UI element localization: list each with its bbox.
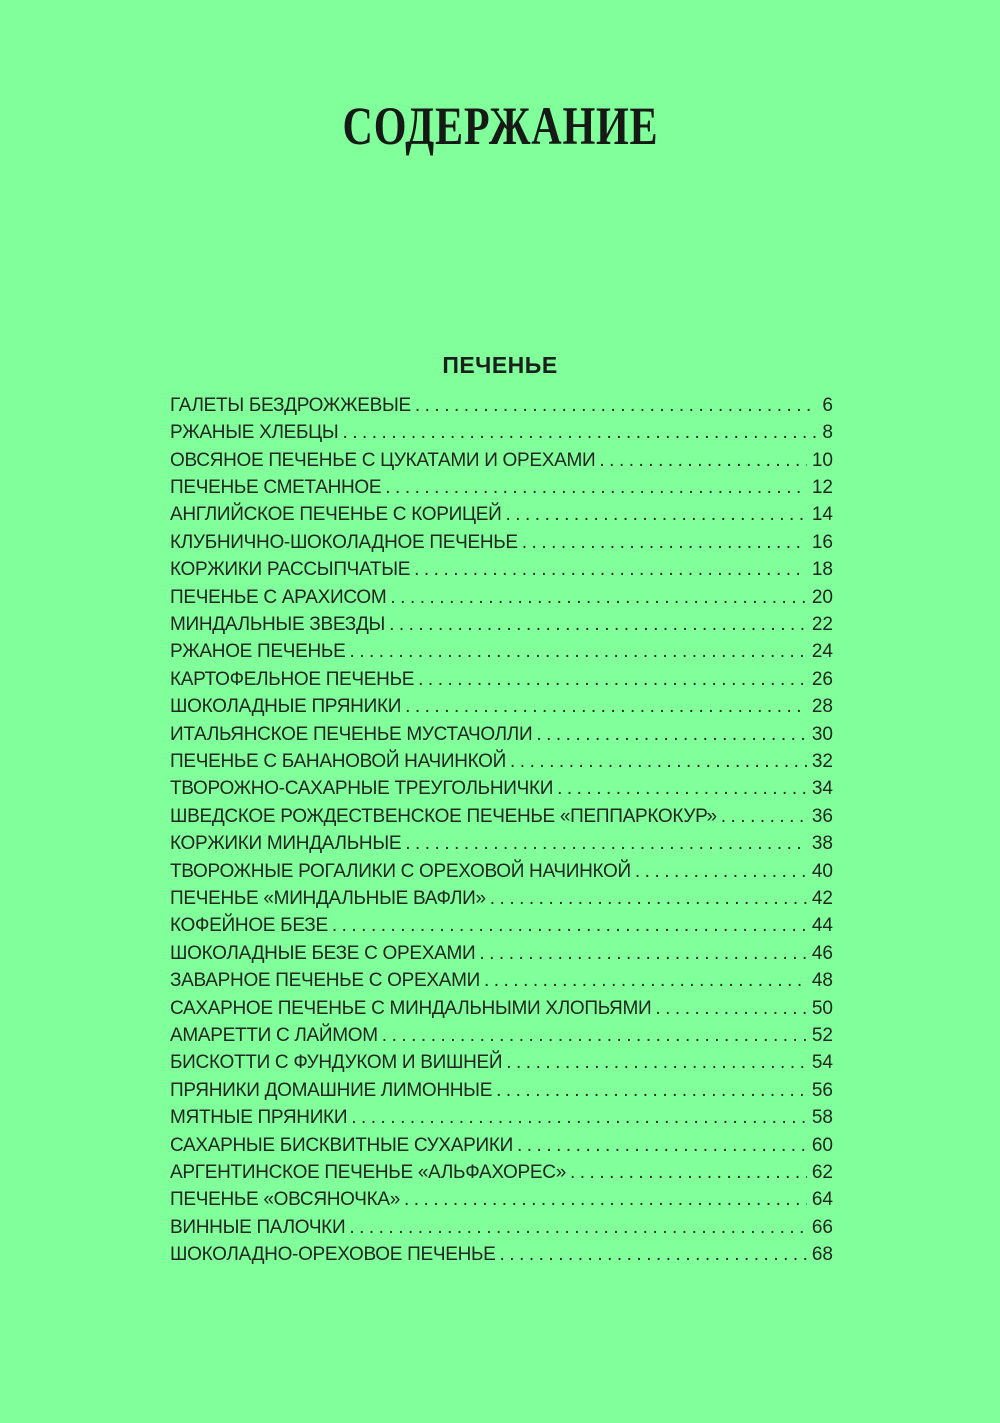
toc-entry-title: ИТАЛЬЯНСКОЕ ПЕЧЕНЬЕ МУСТАЧОЛЛИ xyxy=(170,723,533,745)
toc-entry-title: ШОКОЛАДНЫЕ ПРЯНИКИ xyxy=(170,696,402,718)
toc-entry-title: МИНДАЛЬНЫЕ ЗВЕЗДЫ xyxy=(170,613,386,635)
toc-entry-title: АМАРЕТТИ С ЛАЙМОМ xyxy=(170,1025,378,1047)
toc-entry xyxy=(170,1214,833,1241)
toc-entry xyxy=(170,1077,833,1104)
toc-entry-page-number: 42 xyxy=(811,888,833,909)
toc-entry-title: ТВОРОЖНЫЕ РОГАЛИКИ С ОРЕХОВОЙ НАЧИНКОЙ xyxy=(170,860,631,882)
toc-entry-title: ГАЛЕТЫ БЕЗДРОЖЖЕВЫЕ xyxy=(170,394,411,416)
section-heading: ПЕЧЕНЬЕ xyxy=(442,351,558,378)
toc-entry xyxy=(170,995,833,1022)
dot-leader xyxy=(522,529,807,556)
toc-entry-title: КОРЖИКИ МИНДАЛЬНЫЕ xyxy=(170,833,402,855)
toc-entry xyxy=(170,830,833,857)
toc-entry-page-number: 34 xyxy=(811,778,833,800)
dot-leader xyxy=(505,501,806,528)
dot-leader xyxy=(332,912,807,939)
toc-entry-title: БИСКОТТИ С ФУНДУКОМ И ВИШНЕЙ xyxy=(170,1052,503,1074)
dot-leader xyxy=(721,803,807,830)
toc-entry-page-number: 26 xyxy=(811,668,833,690)
toc-entry-title: ЗАВАРНОЕ ПЕЧЕНЬЕ С ОРЕХАМИ xyxy=(170,970,480,992)
toc-entry-title: КЛУБНИЧНО-ШОКОЛАДНОЕ ПЕЧЕНЬЕ xyxy=(170,531,518,553)
toc-entry xyxy=(170,556,833,583)
toc-entry xyxy=(170,1022,833,1049)
toc-entry xyxy=(170,501,833,528)
toc-entry-title: ПЕЧЕНЬЕ С АРАХИСОМ xyxy=(170,586,387,608)
toc-entry-title: МЯТНЫЕ ПРЯНИКИ xyxy=(170,1107,348,1129)
dot-leader xyxy=(484,967,807,994)
toc-entry-page-number: 36 xyxy=(811,805,833,827)
toc-entry-title: ТВОРОЖНО-САХАРНЫЕ ТРЕУГОЛЬНИЧКИ xyxy=(170,778,554,800)
toc-entry-page-number: 54 xyxy=(811,1052,833,1074)
dot-leader xyxy=(599,447,806,474)
toc-entry xyxy=(170,748,833,775)
toc-list xyxy=(170,392,833,1269)
toc-entry-page-number: 38 xyxy=(811,833,833,855)
dot-leader xyxy=(342,419,817,446)
toc-entry xyxy=(170,529,833,556)
toc-entry-page-number: 66 xyxy=(811,1216,833,1238)
toc-entry-page-number: 50 xyxy=(811,997,833,1019)
dot-leader xyxy=(506,1049,807,1076)
toc-entry xyxy=(170,1132,833,1159)
toc-entry xyxy=(170,1241,833,1268)
toc-entry xyxy=(170,775,833,802)
toc-entry-title: ПРЯНИКИ ДОМАШНИЕ ЛИМОННЫЕ xyxy=(170,1079,493,1101)
toc-entry-page-number: 10 xyxy=(811,449,833,471)
dot-leader xyxy=(479,940,807,967)
page-title-text: СОДЕРЖАНИЕ xyxy=(342,96,658,156)
toc-entry-title: ШОКОЛАДНО-ОРЕХОВОЕ ПЕЧЕНЬЕ xyxy=(170,1244,496,1266)
toc-entry-title: САХАРНОЕ ПЕЧЕНЬЕ С МИНДАЛЬНЫМИ ХЛОПЬЯМИ xyxy=(170,997,652,1019)
toc-entry-title: КОРЖИКИ РАССЫПЧАТЫЕ xyxy=(170,559,411,581)
dot-leader xyxy=(418,666,807,693)
dot-leader xyxy=(570,1159,807,1186)
toc-entry-title: ПЕЧЕНЬЕ «МИНДАЛЬНЫЕ ВАФЛИ» xyxy=(170,888,486,909)
toc-entry xyxy=(170,858,833,885)
toc-entry-title: ПЕЧЕНЬЕ С БАНАНОВОЙ НАЧИНКОЙ xyxy=(170,750,507,772)
page-title xyxy=(0,0,1000,155)
toc-entry-page-number: 12 xyxy=(811,476,833,498)
dot-leader xyxy=(496,1077,807,1104)
toc-entry-page-number: 40 xyxy=(811,860,833,882)
dot-leader xyxy=(390,584,806,611)
dot-leader xyxy=(536,721,807,748)
toc-entry xyxy=(170,940,833,967)
toc-entry xyxy=(170,1049,833,1076)
toc-entry-page-number: 46 xyxy=(811,942,833,964)
toc-entry-title: АНГЛИЙСКОЕ ПЕЧЕНЬЕ С КОРИЦЕЙ xyxy=(170,504,502,526)
toc-entry xyxy=(170,447,833,474)
toc-entry-page-number: 52 xyxy=(811,1025,833,1047)
toc-entry xyxy=(170,638,833,665)
toc-entry-page-number: 14 xyxy=(811,504,833,526)
dot-leader xyxy=(349,638,806,665)
toc-entry xyxy=(170,666,833,693)
toc-entry-page-number: 56 xyxy=(811,1079,833,1101)
toc-entry xyxy=(170,721,833,748)
dot-leader xyxy=(385,474,807,501)
dot-leader xyxy=(389,611,807,638)
toc-entry-title: АРГЕНТИНСКОЕ ПЕЧЕНЬЕ «АЛЬФАХОРЕС» xyxy=(170,1162,566,1184)
toc-entry-page-number: 62 xyxy=(811,1162,833,1184)
toc-entry-title: ШОКОЛАДНЫЕ БЕЗЕ С ОРЕХАМИ xyxy=(170,942,476,964)
toc-entry xyxy=(170,1186,833,1213)
toc-entry-title: РЖАНОЕ ПЕЧЕНЬЕ xyxy=(170,641,346,663)
toc-entry-page-number: 20 xyxy=(811,586,833,608)
toc-entry xyxy=(170,693,833,720)
dot-leader xyxy=(490,885,807,912)
dot-leader xyxy=(351,1104,807,1131)
toc-entry xyxy=(170,584,833,611)
toc-entry xyxy=(170,967,833,994)
dot-leader xyxy=(557,775,807,802)
toc-entry xyxy=(170,803,833,830)
toc-entry-title: ПЕЧЕНЬЕ СМЕТАННОЕ xyxy=(170,476,382,498)
dot-leader xyxy=(405,693,807,720)
toc-entry-page-number: 64 xyxy=(811,1189,833,1211)
dot-leader xyxy=(405,830,807,857)
toc-entry-page-number: 22 xyxy=(811,613,833,635)
toc-entry xyxy=(170,474,833,501)
toc-entry-title: КАРТОФЕЛЬНОЕ ПЕЧЕНЬЕ xyxy=(170,668,415,690)
dot-leader xyxy=(404,1186,807,1213)
toc-entry xyxy=(170,611,833,638)
toc-entry-title: РЖАНЫЕ ХЛЕБЦЫ xyxy=(170,422,339,444)
dot-leader xyxy=(349,1214,807,1241)
toc-entry-page-number: 16 xyxy=(811,531,833,553)
toc-entry-page-number: 8 xyxy=(822,422,833,444)
toc-entry xyxy=(170,1104,833,1131)
toc-entry-page-number: 44 xyxy=(811,915,833,937)
dot-leader xyxy=(382,1022,807,1049)
toc-entry xyxy=(170,419,833,446)
toc-entry xyxy=(170,885,833,912)
dot-leader xyxy=(414,556,807,583)
toc-entry-title: КОФЕЙНОЕ БЕЗЕ xyxy=(170,915,328,937)
toc-entry xyxy=(170,1159,833,1186)
toc-entry-page-number: 28 xyxy=(811,696,833,718)
dot-leader xyxy=(500,1241,807,1268)
toc-entry-page-number: 24 xyxy=(811,641,833,663)
toc-entry-page-number: 58 xyxy=(811,1107,833,1129)
toc-entry-title: ВИННЫЕ ПАЛОЧКИ xyxy=(170,1216,346,1238)
toc-entry-page-number: 68 xyxy=(811,1244,833,1266)
toc-entry-title: ОВСЯНОЕ ПЕЧЕНЬЕ С ЦУКАТАМИ И ОРЕХАМИ xyxy=(170,449,596,471)
dot-leader xyxy=(517,1132,807,1159)
toc-entry-title: САХАРНЫЕ БИСКВИТНЫЕ СУХАРИКИ xyxy=(170,1134,513,1156)
toc-entry-page-number: 32 xyxy=(811,750,833,772)
toc-entry xyxy=(170,392,833,419)
dot-leader xyxy=(635,858,807,885)
toc-entry xyxy=(170,912,833,939)
toc-entry-title: ШВЕДСКОЕ РОЖДЕСТВЕНСКОЕ ПЕЧЕНЬЕ «ПЕППАРКОКУР» xyxy=(170,805,717,827)
toc-entry-page-number: 30 xyxy=(811,723,833,745)
dot-leader xyxy=(655,995,807,1022)
toc-entry-page-number: 60 xyxy=(811,1134,833,1156)
toc-entry-title: ПЕЧЕНЬЕ «ОВСЯНОЧКА» xyxy=(170,1189,400,1211)
toc-entry-page-number: 48 xyxy=(811,970,833,992)
toc-entry-page-number: 18 xyxy=(811,559,833,581)
dot-leader xyxy=(510,748,807,775)
dot-leader xyxy=(415,392,818,419)
toc-entry-page-number: 6 xyxy=(822,394,833,416)
